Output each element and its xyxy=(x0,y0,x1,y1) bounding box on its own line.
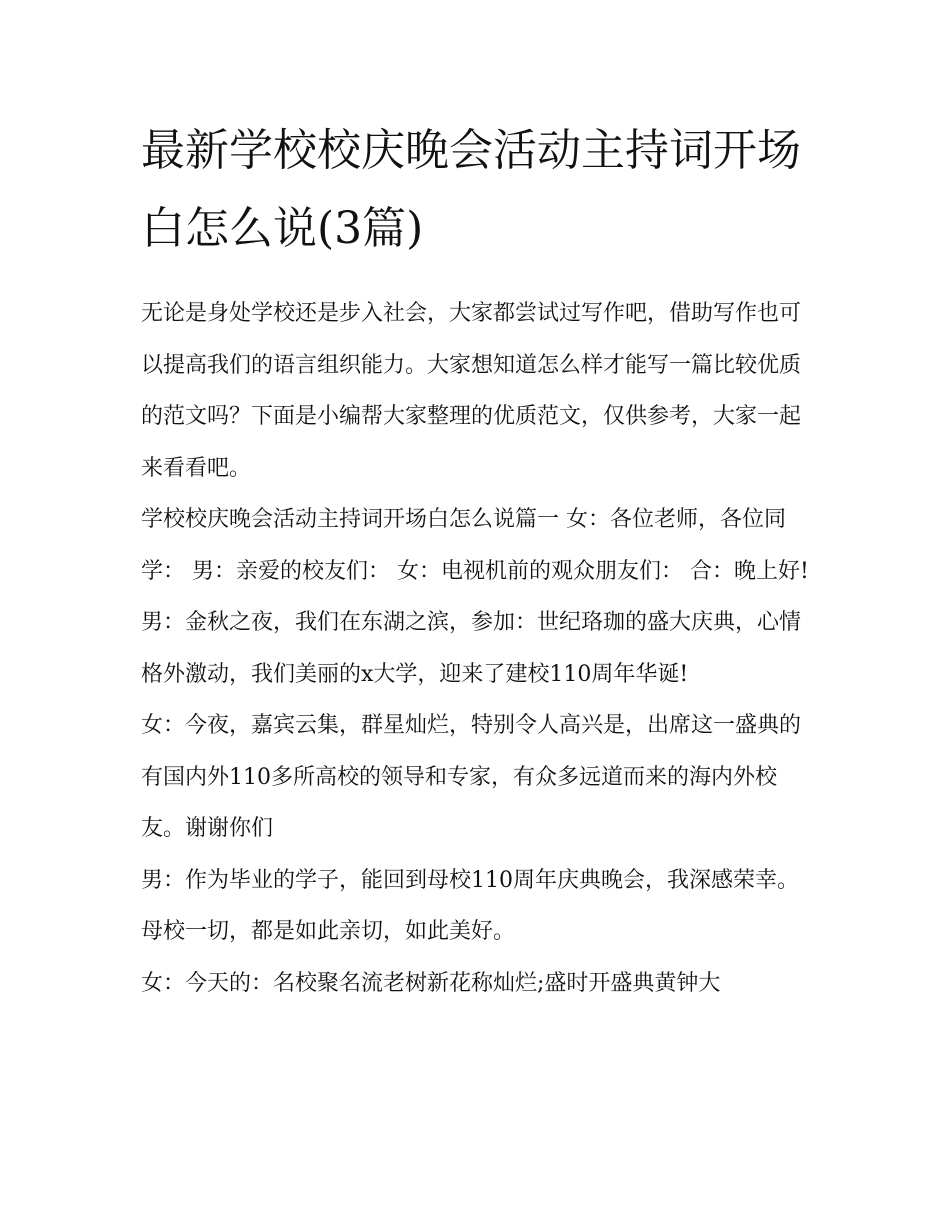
document-body xyxy=(141,112,813,1009)
female-host-line-1: 女：今夜，嘉宾云集，群星灿烂，特别令人高兴是，出席这一盛典的有国内外110多所高校的领导和专家，有众多远道而来的海内外校友。谢谢你们 xyxy=(141,713,802,841)
male-host-line-2: 男：作为毕业的学子，能回到母校110周年庆典晚会，我深感荣幸。母校一切，都是如此亲切，如此美好。 xyxy=(141,867,799,944)
intro-paragraph: 无论是身处学校还是步入社会，大家都尝试过写作吧，借助写作也可以提高我们的语言组织能力。大家想知道怎么样才能写一篇比较优质的范文吗？下面是小编帮大家整理的优质范文，仅供参考，大家一起来看看吧。 xyxy=(141,301,802,481)
section-one-opening-paragraph: 学校校庆晚会活动主持词开场白怎么说篇一 女：各位老师，各位同学： 男：亲爱的校友们： 女：电视机前的观众朋友们： 合：晚上好! xyxy=(141,507,809,584)
male-host-line-1: 男：金秋之夜，我们在东湖之滨，参加：世纪珞珈的盛大庆典，心情格外激动，我们美丽的x大学，迎来了建校110周年华诞! xyxy=(141,610,802,687)
document-title: 最新学校校庆晚会活动主持词开场白怎么说(3篇) xyxy=(141,125,801,254)
female-host-line-2: 女：今天的：名校聚名流老树新花称灿烂;盛时开盛典黄钟大 xyxy=(141,970,721,996)
